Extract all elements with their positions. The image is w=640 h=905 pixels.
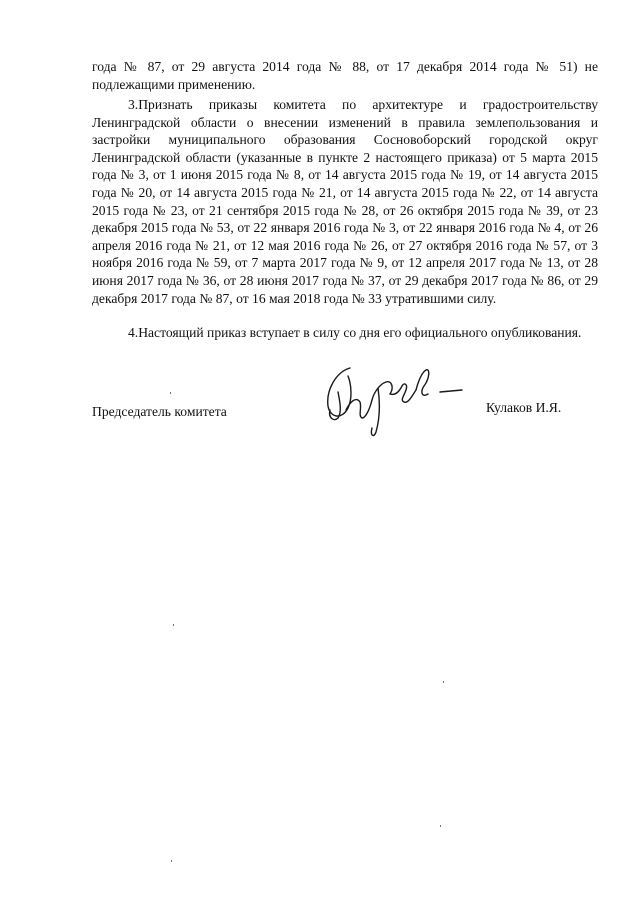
signatory-role: Председатель комитета <box>92 404 227 419</box>
signatory-name: Кулаков И.Я. <box>486 400 562 415</box>
scan-speck <box>170 392 171 394</box>
paragraph-4-number: 4. <box>128 325 139 340</box>
paragraph-3-body <box>92 96 598 307</box>
scan-speck <box>173 624 174 626</box>
paragraph-3-text: Признать приказы комитета по архитектуре и градостроительству Ленинградской области о внесении изменений в правила землепользования и застройки муниципального образования Сосновоборский городской округ Ленинградской области (указанные в пункте 2 настоящего приказа) от 5 марта 2015 года № 3, от 1 июня 2015 года № 8, от 14 августа 2015 года № 19, от 14 августа 2015 года № 20, от 14 августа 2015 года № 21, от 14 августа 2015 года № 22, от 14 августа 2015 года № 23, от 21 сентября 2015 года № 28, от 26 октября 2015 года № 39, от 23 декабря 2015 года № 53, от 22 января 2016 года № 3, от 22 января 2016 года № 4, от 26 апреля 2016 года № 21, от 12 мая 2016 года № 26, от 27 октября 2016 года № 57, от 3 ноября 2016 года № 59, от 7 марта 2017 года № 9, от 12 апреля 2017 года № 13, от 28 июня 2017 года № 36, от 28 июня 2017 года № 37, от 29 декабря 2017 года № 86, от 29 декабря 2017 года № 87, от 16 мая 2018 года № 33 утратившими силу. <box>92 97 598 306</box>
continued-paragraph-text: года № 87, от 29 августа 2014 года № 88, от 17 декабря 2014 года № 51) не подлежащими применению. <box>92 59 598 92</box>
paragraph-4-text: Настоящий приказ вступает в силу со дня его официального опубликования. <box>138 325 582 340</box>
scan-speck <box>171 860 172 862</box>
paragraph-4-body <box>92 324 598 342</box>
scan-speck <box>440 825 441 827</box>
handwritten-signature <box>316 362 468 440</box>
paragraph-4 <box>92 324 598 342</box>
scan-speck <box>443 681 444 683</box>
paragraph-3-number: 3. <box>128 97 139 112</box>
continued-paragraph <box>92 58 598 93</box>
paragraph-3 <box>92 96 598 307</box>
